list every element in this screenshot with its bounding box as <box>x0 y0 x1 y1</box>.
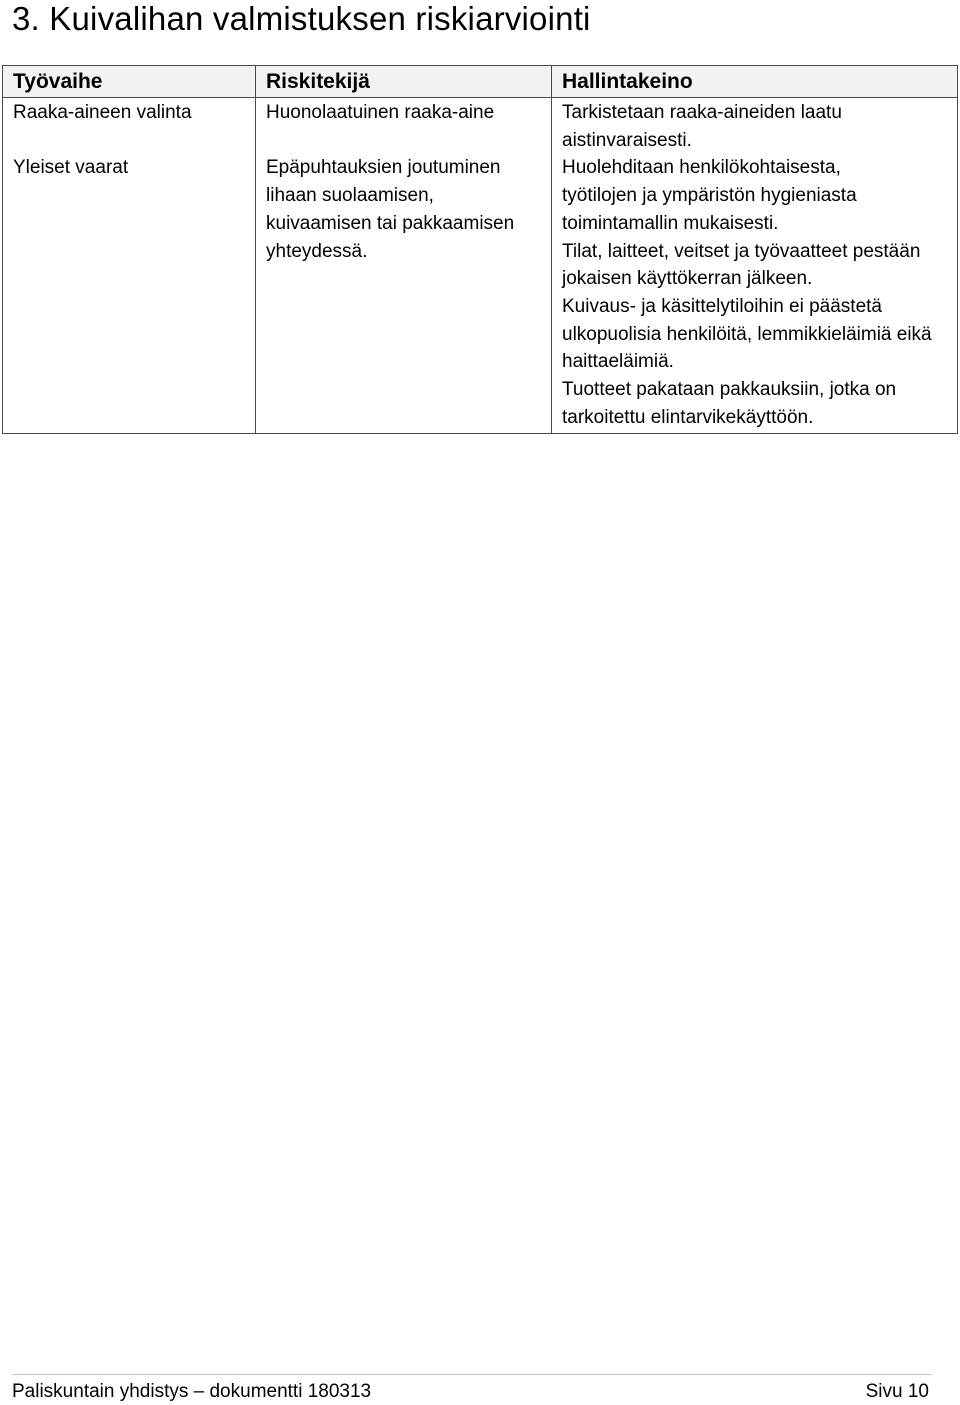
footer-page-number: Sivu 10 <box>865 1381 929 1402</box>
footer-document-info: Paliskuntain yhdistys – dokumentti 180313 <box>12 1381 372 1402</box>
risk-cell: Huonolaatuinen raaka-aine <box>256 98 552 155</box>
measure-item: Huolehditaan henkilökohtaisesta, työtilojen ja ympäristön hygieniasta toimintamallin mukaisesti. <box>562 157 857 234</box>
measure-item: Tilat, laitteet, veitset ja työvaatteet pestään jokaisen käyttökerran jälkeen. <box>562 240 921 290</box>
table-row <box>3 98 958 155</box>
footer-divider <box>12 1374 932 1375</box>
table-row <box>3 154 958 434</box>
measures-cell <box>552 154 958 434</box>
header-measures: Hallintakeino <box>552 66 958 98</box>
header-phase: Työvaihe <box>3 66 256 98</box>
phase-cell: Yleiset vaarat <box>3 154 256 434</box>
measure-item: Tuotteet pakataan pakkauksiin, jotka on tarkoitettu elintarvikekäyttöön. <box>562 379 897 428</box>
measure-item: Tarkistetaan raaka-aineiden laatu aistinvaraisesti. <box>562 102 842 151</box>
risk-text: Epäpuhtauksien joutuminen lihaan suolaamisen, kuivaamisen tai pakkaamisen yhteydessä. <box>266 157 515 262</box>
risk-assessment-table <box>2 65 958 434</box>
measure-item: Kuivaus- ja käsittelytiloihin ei päästetä ulkopuolisia henkilöitä, lemmikkieläimiä eikä haittaeläimiä. <box>562 295 932 373</box>
page-heading: 3. Kuivalihan valmistuksen riskiarviointi <box>12 0 591 37</box>
table-header-row <box>3 66 958 98</box>
risk-cell <box>256 154 552 434</box>
phase-cell: Raaka-aineen valinta <box>3 98 256 155</box>
measures-cell <box>552 98 958 155</box>
header-risk: Riskitekijä <box>256 66 552 98</box>
